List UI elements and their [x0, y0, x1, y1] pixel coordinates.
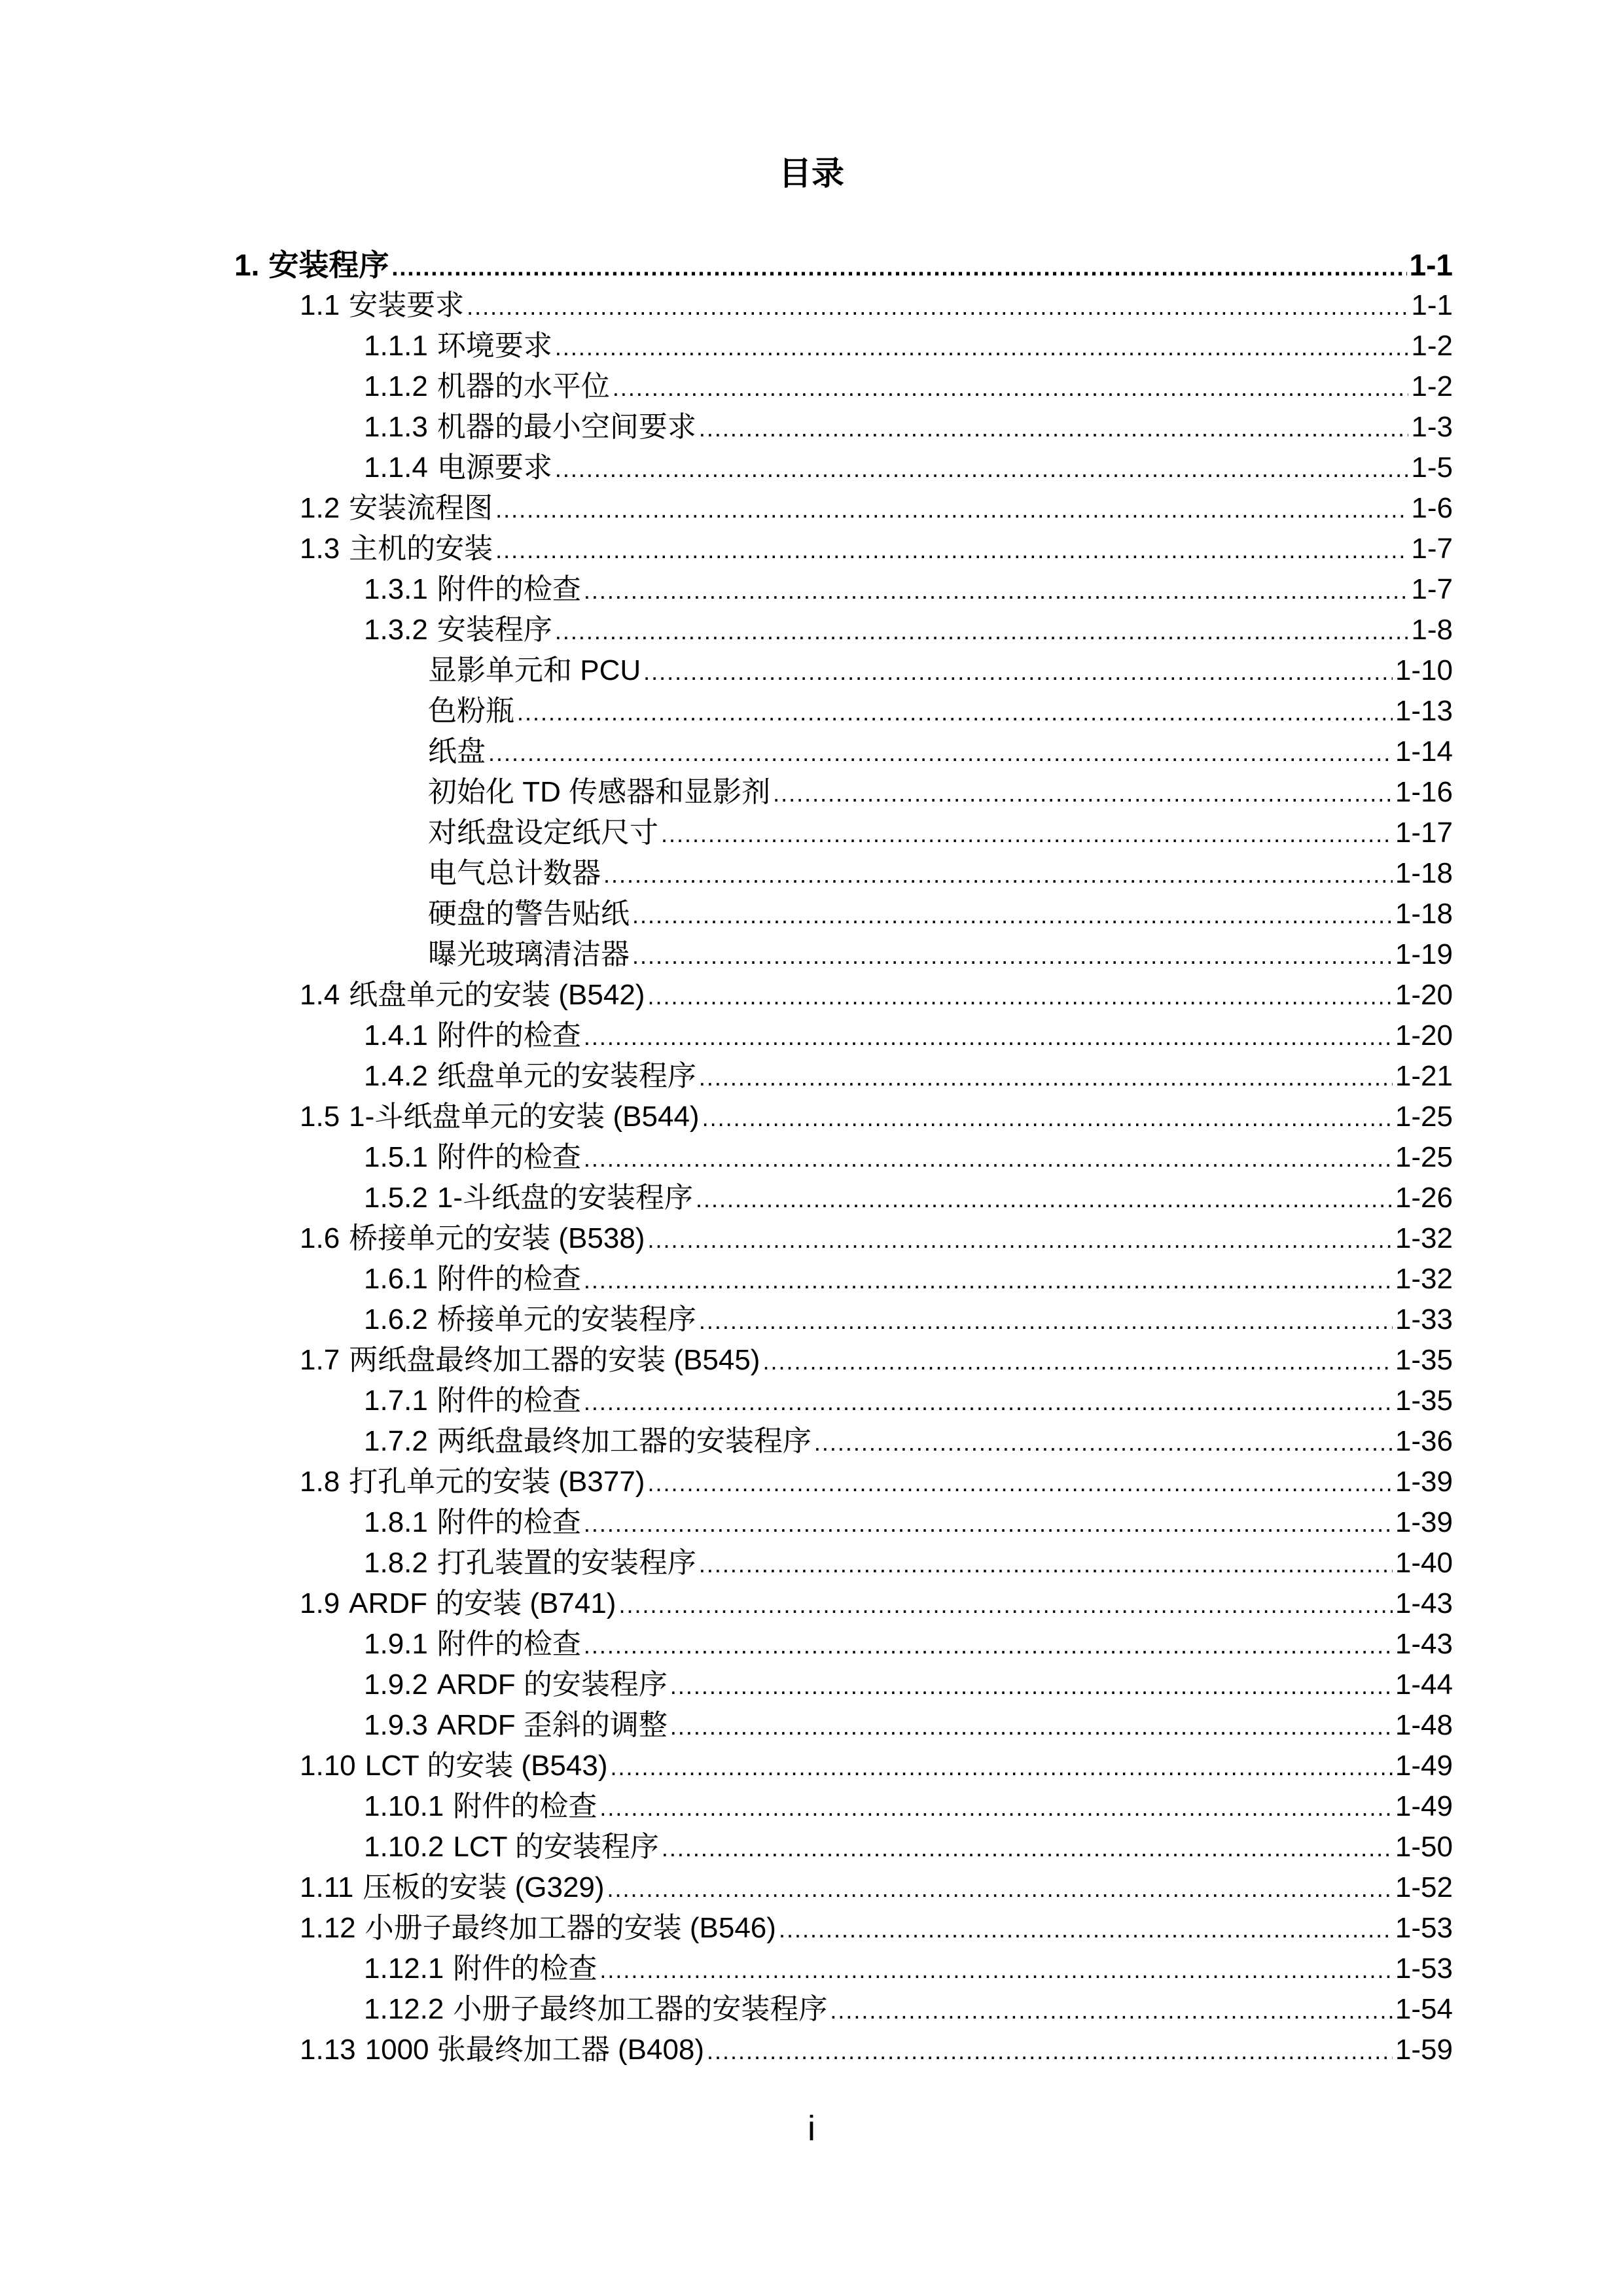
toc-entry-title: 纸盘单元的安装 (B542) — [349, 979, 645, 1011]
toc-entry-title: 显影单元和 PCU — [428, 654, 641, 686]
toc-entry[interactable] — [364, 326, 1453, 366]
toc-entry-page: 1-33 — [1395, 1303, 1453, 1335]
toc-entry-title: 初始化 TD 传感器和显影剂 — [428, 776, 771, 808]
toc-entry-title: 两纸盘最终加工器的安装程序 — [437, 1425, 812, 1457]
toc-entry-title: ARDF 的安装 (B741) — [349, 1587, 616, 1619]
toc-entry-page: 1-20 — [1395, 979, 1453, 1011]
toc-entry-title: 纸盘单元的安装程序 — [437, 1060, 696, 1092]
page-number: i — [808, 2109, 815, 2148]
toc-entry-title: 两纸盘最终加工器的安装 (B545) — [349, 1344, 760, 1376]
toc-entry-page: 1-53 — [1395, 1952, 1453, 1985]
toc-entry[interactable] — [364, 1624, 1453, 1665]
toc-entry-page: 1-32 — [1395, 1263, 1453, 1295]
toc-entry-page: 1-36 — [1395, 1425, 1453, 1457]
toc-entry-number: 1.9 — [300, 1587, 340, 1619]
toc-entry-title: 附件的检查 — [437, 1506, 581, 1538]
toc-entry[interactable] — [364, 1827, 1453, 1867]
toc-entry[interactable] — [364, 1421, 1453, 1462]
toc-entry-page: 1-18 — [1395, 857, 1453, 889]
toc-entry-title: 附件的检查 — [437, 1019, 581, 1051]
toc-entry-number: 1.4.2 — [364, 1060, 428, 1092]
toc-entry-number: 1.9.1 — [364, 1628, 428, 1660]
toc-entry[interactable] — [300, 529, 1453, 569]
toc-entry-number: 1.4 — [300, 979, 340, 1011]
toc-entry-number: 1.3.1 — [364, 573, 428, 605]
dot-leader — [702, 1098, 1393, 1137]
toc-entry-title: 桥接单元的安装 (B538) — [349, 1222, 645, 1254]
toc-entry[interactable] — [364, 1137, 1453, 1178]
toc-entry-page: 1-1 — [1409, 248, 1453, 282]
toc-entry-title: 打孔单元的安装 (B377) — [349, 1466, 645, 1498]
dot-leader — [643, 652, 1393, 691]
toc-entry-title: 机器的最小空间要求 — [437, 411, 696, 443]
toc-entry[interactable] — [300, 1218, 1453, 1259]
toc-entry[interactable] — [364, 1502, 1453, 1543]
dot-leader — [584, 571, 1409, 610]
toc-entry-title: 安装程序 — [268, 248, 389, 282]
toc-entry[interactable] — [364, 1016, 1453, 1056]
toc-entry-number: 1.5 — [300, 1101, 340, 1133]
toc-entry-title: 安装流程图 — [349, 492, 493, 524]
dot-leader — [699, 1544, 1393, 1583]
toc-entry-title: 附件的检查 — [437, 1385, 581, 1417]
dot-leader — [699, 408, 1409, 448]
toc-entry-page: 1-49 — [1395, 1790, 1453, 1822]
dot-leader — [773, 773, 1393, 813]
toc-entry-page: 1-5 — [1411, 451, 1453, 484]
toc-entry[interactable] — [428, 894, 1453, 934]
toc-entry-title: 附件的检查 — [453, 1790, 597, 1822]
toc-entry-page: 1-16 — [1395, 776, 1453, 808]
toc-entry-number: 1.2 — [300, 492, 340, 524]
toc-entry-number: 1.7.2 — [364, 1425, 428, 1457]
toc-entry-number: 1.12.1 — [364, 1952, 444, 1985]
toc-entry[interactable] — [300, 1908, 1453, 1949]
toc-entry-title: 附件的检查 — [437, 573, 581, 605]
toc-entry[interactable] — [300, 1097, 1453, 1137]
dot-leader — [584, 1139, 1393, 1178]
toc-entry[interactable] — [300, 1583, 1453, 1624]
toc-entry[interactable] — [428, 691, 1453, 732]
toc-entry-page: 1-7 — [1411, 533, 1453, 565]
toc-entry-title: 纸盘 — [428, 735, 486, 768]
toc-entry-page: 1-19 — [1395, 938, 1453, 970]
dot-leader — [584, 1382, 1393, 1421]
dot-leader — [699, 1057, 1393, 1097]
toc-entry-page: 1-25 — [1395, 1101, 1453, 1133]
toc-entry-number: 1.7.1 — [364, 1385, 428, 1417]
toc-entry-page: 1-18 — [1395, 898, 1453, 930]
dot-leader — [610, 1747, 1392, 1786]
dot-leader — [632, 895, 1393, 934]
toc-entry-number: 1.12.2 — [364, 1993, 444, 2025]
toc-entry-title: 对纸盘设定纸尺寸 — [428, 817, 658, 849]
toc-entry-page: 1-54 — [1395, 1993, 1453, 2025]
toc-entry-number: 1.6.2 — [364, 1303, 428, 1335]
toc-entry-number: 1.3 — [300, 533, 340, 565]
toc-entry-number: 1.3.2 — [364, 614, 428, 646]
toc-entry-number: 1.10.1 — [364, 1790, 444, 1822]
toc-entry-page: 1-39 — [1395, 1506, 1453, 1538]
dot-leader — [696, 1179, 1393, 1218]
toc-entry-number: 1.6.1 — [364, 1263, 428, 1295]
dot-leader — [555, 449, 1409, 488]
toc-entry-title: ARDF 歪斜的调整 — [437, 1709, 668, 1741]
toc-entry[interactable] — [300, 285, 1453, 326]
toc-entry-number: 1.4.1 — [364, 1019, 428, 1051]
toc-entry-page: 1-43 — [1395, 1587, 1453, 1619]
toc-entry[interactable] — [364, 366, 1453, 407]
toc-entry[interactable] — [300, 2030, 1453, 2070]
toc-entry-page: 1-2 — [1411, 330, 1453, 362]
toc-entry-title: ARDF 的安装程序 — [437, 1669, 668, 1701]
toc-entry-number: 1.8.2 — [364, 1547, 428, 1579]
toc-entry-title: LCT 的安装 (B543) — [365, 1750, 608, 1782]
toc-entry-page: 1-35 — [1395, 1385, 1453, 1417]
toc-entry-number: 1.8 — [300, 1466, 340, 1498]
toc-entry-number: 1.9.2 — [364, 1669, 428, 1701]
toc-entry-page: 1-49 — [1395, 1750, 1453, 1782]
toc-entry-page: 1-14 — [1395, 735, 1453, 768]
toc-entry-page: 1-26 — [1395, 1182, 1453, 1214]
dot-leader — [584, 1017, 1393, 1056]
dot-leader — [555, 611, 1409, 650]
toc-entry[interactable] — [364, 1786, 1453, 1827]
toc-entry-page: 1-44 — [1395, 1669, 1453, 1701]
toc-entry-title: 附件的检查 — [437, 1628, 581, 1660]
toc-entry-title: 附件的检查 — [437, 1141, 581, 1173]
toc-entry-number: 1.6 — [300, 1222, 340, 1254]
toc-entry-number: 1.8.1 — [364, 1506, 428, 1538]
toc-entry-page: 1-17 — [1395, 817, 1453, 849]
toc-entry-title: 桥接单元的安装程序 — [437, 1303, 696, 1335]
toc-entry[interactable] — [300, 488, 1453, 529]
toc-entry-page: 1-52 — [1395, 1871, 1453, 1903]
toc-entry-page: 1-59 — [1395, 2034, 1453, 2066]
toc-entry[interactable] — [300, 1867, 1453, 1908]
dot-leader — [555, 327, 1409, 366]
toc-entry-title: 安装程序 — [437, 614, 552, 646]
toc-entry[interactable] — [428, 934, 1453, 975]
toc-entry-number: 1.9.3 — [364, 1709, 428, 1741]
toc-entry-title: 小册子最终加工器的安装 (B546) — [365, 1912, 776, 1944]
toc-entry[interactable] — [364, 1989, 1453, 2030]
dot-leader — [830, 1990, 1393, 2030]
toc-entry-page: 1-3 — [1411, 411, 1453, 443]
dot-leader — [391, 247, 1406, 285]
toc-entry-title: 电气总计数器 — [428, 857, 601, 889]
toc-entry[interactable] — [364, 1056, 1453, 1097]
dot-leader — [607, 1869, 1393, 1908]
toc-entry-page: 1-21 — [1395, 1060, 1453, 1092]
toc-entry[interactable] — [428, 813, 1453, 853]
dot-leader — [661, 814, 1393, 853]
toc-entry[interactable] — [364, 1665, 1453, 1705]
dot-leader — [467, 287, 1408, 326]
toc-entry-page: 1-50 — [1395, 1831, 1453, 1863]
toc-entry[interactable] — [364, 1299, 1453, 1340]
toc-entry-number: 1.1 — [300, 289, 340, 321]
dot-leader — [517, 692, 1393, 732]
toc-entry[interactable] — [364, 1259, 1453, 1299]
toc-entry-page: 1-35 — [1395, 1344, 1453, 1376]
dot-leader — [584, 1504, 1393, 1543]
dot-leader — [584, 1260, 1393, 1299]
toc-entry-title: 1-斗纸盘的安装程序 — [437, 1182, 693, 1214]
toc-entry-number: 1.10.2 — [364, 1831, 444, 1863]
toc-entry[interactable] — [364, 610, 1453, 650]
toc-entry-page: 1-1 — [1411, 289, 1453, 321]
toc-entry-number: 1. — [234, 248, 260, 282]
toc-entry-page: 1-6 — [1411, 492, 1453, 524]
toc-entry-title: 主机的安装 — [349, 533, 493, 565]
dot-leader — [599, 1788, 1393, 1827]
toc-entry-page: 1-39 — [1395, 1466, 1453, 1498]
dot-leader — [495, 489, 1408, 529]
toc-entry-title: 环境要求 — [437, 330, 552, 362]
toc-entry[interactable] — [428, 853, 1453, 894]
toc-entry-title: 打孔装置的安装程序 — [437, 1547, 696, 1579]
toc-entry-number: 1.1.2 — [364, 370, 428, 402]
toc-entry-title: 1000 张最终加工器 (B408) — [365, 2034, 705, 2066]
toc-entry-page: 1-40 — [1395, 1547, 1453, 1579]
dot-leader — [599, 1950, 1393, 1989]
toc-entry[interactable] — [300, 975, 1453, 1016]
toc-entry-page: 1-32 — [1395, 1222, 1453, 1254]
toc-entry-page: 1-8 — [1411, 614, 1453, 646]
toc-entry[interactable] — [300, 1746, 1453, 1786]
toc-entry-title: 附件的检查 — [437, 1263, 581, 1295]
toc-entry-title: 附件的检查 — [453, 1952, 597, 1985]
dot-leader — [762, 1341, 1392, 1381]
dot-leader — [670, 1666, 1393, 1705]
toc-entry-title: 小册子最终加工器的安装程序 — [453, 1993, 828, 2025]
toc-entry[interactable] — [364, 1949, 1453, 1989]
toc-entry-number: 1.5.1 — [364, 1141, 428, 1173]
toc-entry-title: 机器的水平位 — [437, 370, 610, 402]
toc-entry[interactable] — [364, 407, 1453, 448]
toc-entry-number: 1.12 — [300, 1912, 356, 1944]
toc-entry[interactable] — [364, 569, 1453, 610]
toc-entry[interactable] — [364, 448, 1453, 488]
toc-entry-page: 1-43 — [1395, 1628, 1453, 1660]
toc-entry[interactable] — [364, 1381, 1453, 1421]
dot-leader — [647, 976, 1392, 1016]
toc-entry-page: 1-2 — [1411, 370, 1453, 402]
toc-entry[interactable] — [364, 1543, 1453, 1583]
toc-entry-page: 1-13 — [1395, 695, 1453, 727]
dot-leader — [699, 1301, 1393, 1340]
toc-entry-title: 曝光玻璃清洁器 — [428, 938, 630, 970]
toc-entry[interactable] — [428, 772, 1453, 813]
dot-leader — [613, 368, 1409, 407]
toc-entry-page: 1-25 — [1395, 1141, 1453, 1173]
dot-leader — [670, 1706, 1393, 1746]
dot-leader — [618, 1585, 1392, 1624]
dot-leader — [707, 2031, 1393, 2070]
page-title: 目录 — [779, 154, 844, 192]
toc-entry-title: 1-斗纸盘单元的安装 (B544) — [349, 1101, 700, 1133]
toc-entry-number: 1.1.3 — [364, 411, 428, 443]
toc-entry-page: 1-7 — [1411, 573, 1453, 605]
toc-entry[interactable] — [234, 245, 1453, 285]
toc-entry[interactable] — [300, 1340, 1453, 1381]
dot-leader — [814, 1422, 1393, 1462]
toc-entry-number: 1.10 — [300, 1750, 356, 1782]
toc-entry-title: LCT 的安装程序 — [453, 1831, 659, 1863]
toc-entry[interactable] — [428, 650, 1453, 691]
dot-leader — [495, 530, 1408, 569]
toc-entry[interactable] — [364, 1705, 1453, 1746]
toc-entry[interactable] — [300, 1462, 1453, 1502]
dot-leader — [647, 1220, 1392, 1259]
toc-entry-title: 硬盘的警告贴纸 — [428, 898, 630, 930]
dot-leader — [662, 1828, 1393, 1867]
toc-entry[interactable] — [428, 732, 1453, 772]
toc-entry-number: 1.1.1 — [364, 330, 428, 362]
toc-entry-page: 1-48 — [1395, 1709, 1453, 1741]
toc-entry-number: 1.1.4 — [364, 451, 428, 484]
dot-leader — [632, 936, 1393, 975]
toc-entry-number: 1.5.2 — [364, 1182, 428, 1214]
toc-entry[interactable] — [364, 1178, 1453, 1218]
dot-leader — [647, 1463, 1392, 1502]
toc-entry-page: 1-53 — [1395, 1912, 1453, 1944]
toc-entry-title: 电源要求 — [437, 451, 552, 484]
dot-leader — [603, 855, 1393, 894]
dot-leader — [584, 1625, 1393, 1665]
dot-leader — [779, 1909, 1393, 1949]
dot-leader — [488, 733, 1393, 772]
toc-entry-title: 安装要求 — [349, 289, 465, 321]
toc-entry-title: 色粉瓶 — [428, 695, 514, 727]
toc-entry-number: 1.11 — [300, 1871, 354, 1903]
toc-entry-page: 1-10 — [1395, 654, 1453, 686]
toc-entry-page: 1-20 — [1395, 1019, 1453, 1051]
toc-entry-title: 压板的安装 (G329) — [363, 1871, 605, 1903]
toc-entry-number: 1.7 — [300, 1344, 340, 1376]
toc-entry-number: 1.13 — [300, 2034, 356, 2066]
